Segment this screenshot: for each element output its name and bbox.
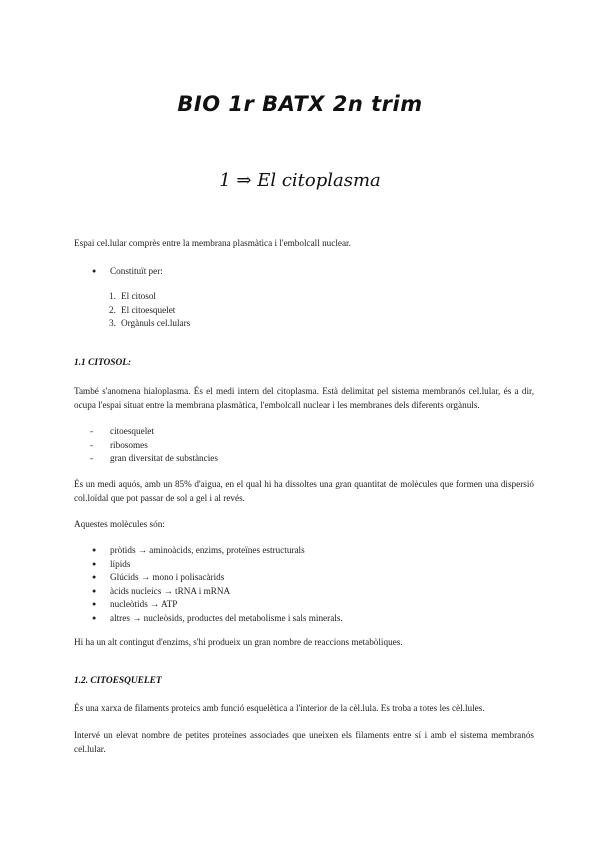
citosol-paragraph-3: Hi ha un alt contingut d'enzims, s'hi produeix un gran nombre de reaccions metabòliques. (74, 637, 403, 647)
constituted-list (92, 265, 163, 279)
molecules-list (92, 544, 343, 625)
section-heading-citoesquelet: 1.2. CITOESQUELET (74, 676, 162, 686)
document-title: BIO 1r BATX 2n trim (177, 92, 423, 116)
citoesquelet-paragraph-1: És una xarxa de filaments proteics amb funció esquelètica a l'interior de la cèl.lula. Es troba a totes les cèl.lules. (74, 703, 485, 713)
list-item: ● lípids (92, 558, 343, 572)
list-item (109, 317, 190, 331)
list-text: Orgànuls cel.lulars (121, 318, 191, 328)
chapter-title: 1 ⇒ El citoplasma (219, 170, 381, 191)
citoesquelet-paragraph-2: Intervé un elevat nombre de petites proteïnes associades que uneixen els filaments entre sí i amb el sistema membranós cel.lular. (74, 730, 534, 754)
list-item: - citoesquelet (90, 425, 218, 439)
list-number: 3. (109, 318, 116, 328)
constituted-label: ● Constituït per: (92, 265, 163, 279)
list-item: ● altres → nucleòsids, productes del metabolisme i sals minerals. (92, 612, 343, 626)
list-number: 2. (109, 304, 116, 315)
molecules-intro: Aquestes molècules són: (74, 519, 165, 529)
list-item (109, 290, 190, 304)
citosol-dash-list (90, 425, 218, 466)
list-item: ● nucleòtids → ATP (92, 598, 343, 612)
list-number: 1. (109, 291, 116, 301)
intro-definition: Espai cel.lular comprès entre la membrana plasmàtica i l'embolcall nuclear. (74, 238, 351, 248)
citosol-paragraph-2: És un medi aquós, amb un 85% d'aigua, en el qual hi ha dissoltes una gran quantitat de molècules que formen una dispersió col.loïdal que pot passar de sol a gel i al revés. (74, 479, 534, 503)
section-heading-citosol: 1.1 CITOSOL: (74, 358, 132, 368)
list-item: ● pròtids → aminoàcids, enzims, proteïnes estructurals (92, 544, 343, 558)
list-item: - ribosomes (90, 439, 218, 453)
list-item: ● Glúcids → mono i polisacàrids (92, 571, 343, 585)
list-text: El citoesquelet (121, 304, 176, 315)
list-item (109, 304, 190, 318)
citosol-paragraph-1: També s'anomena hialoplasma. És el medi intern del citoplasma. Està delimitat pel sistema membranós cel.lular, és a dir, ocupa l'espai situat entre la membrana plasmàtica, l'embolcall nuclear i les membranes dels diferents orgànuls. (74, 386, 534, 410)
components-list (109, 290, 190, 331)
list-text: El citosol (121, 291, 156, 301)
list-item: ● àcids nucleics → tRNA i mRNA (92, 585, 343, 599)
list-item: - gran diversitat de substàncies (90, 452, 218, 466)
